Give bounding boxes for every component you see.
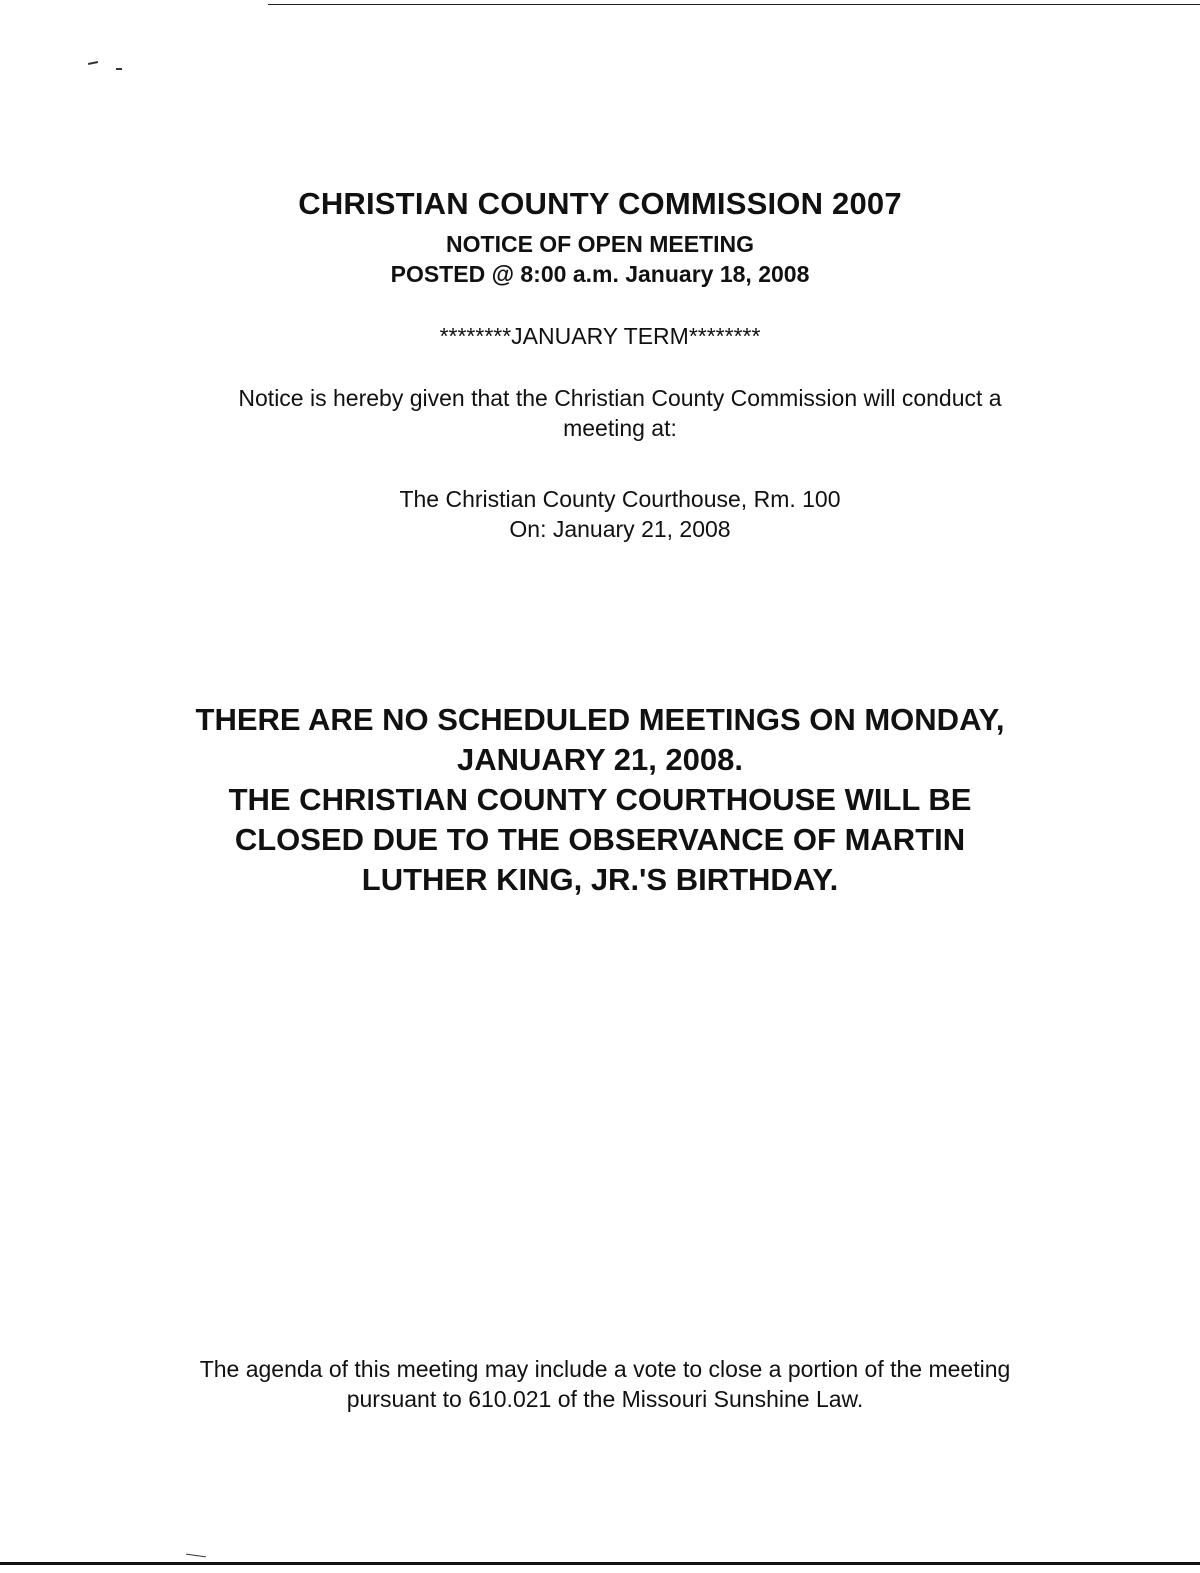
announcement-line: CLOSED DUE TO THE OBSERVANCE OF MARTIN [234, 822, 966, 857]
location-date: On: January 21, 2008 [509, 516, 731, 542]
posted-timestamp: POSTED @ 8:00 a.m. January 18, 2008 [390, 261, 810, 287]
location-place: The Christian County Courthouse, Rm. 100 [399, 486, 841, 512]
scan-edge-bottom [0, 1562, 1200, 1565]
announcement-line: LUTHER KING, JR.'S BIRTHDAY. [361, 862, 839, 897]
notice-line: meeting at: [563, 415, 677, 441]
announcement-line: THE CHRISTIAN COUNTY COURTHOUSE WILL BE [228, 782, 972, 817]
document-title: CHRISTIAN COUNTY COMMISSION 2007 [298, 186, 902, 221]
scan-speck [186, 1554, 206, 1558]
footer-line: pursuant to 610.021 of the Missouri Sunshine Law. [346, 1386, 864, 1412]
scan-speck [116, 68, 122, 70]
scan-speck [88, 61, 98, 65]
announcement-line: THERE ARE NO SCHEDULED MEETINGS ON MONDAY, [195, 702, 1005, 737]
announcement-line: JANUARY 21, 2008. [456, 742, 744, 777]
notice-heading: NOTICE OF OPEN MEETING [446, 231, 754, 257]
sunshine-law-footer [100, 1354, 1110, 1414]
footer-line: The agenda of this meeting may include a vote to close a portion of the meeting [199, 1356, 1011, 1382]
closure-announcement [100, 700, 1100, 900]
notice-line: Notice is hereby given that the Christian County Commission will conduct a [238, 385, 1002, 411]
document-subtitle-block [0, 229, 1200, 289]
meeting-location [20, 484, 1200, 544]
notice-paragraph [140, 383, 1100, 443]
term-label: ********JANUARY TERM******** [439, 323, 761, 349]
scan-edge-top [268, 4, 1200, 5]
